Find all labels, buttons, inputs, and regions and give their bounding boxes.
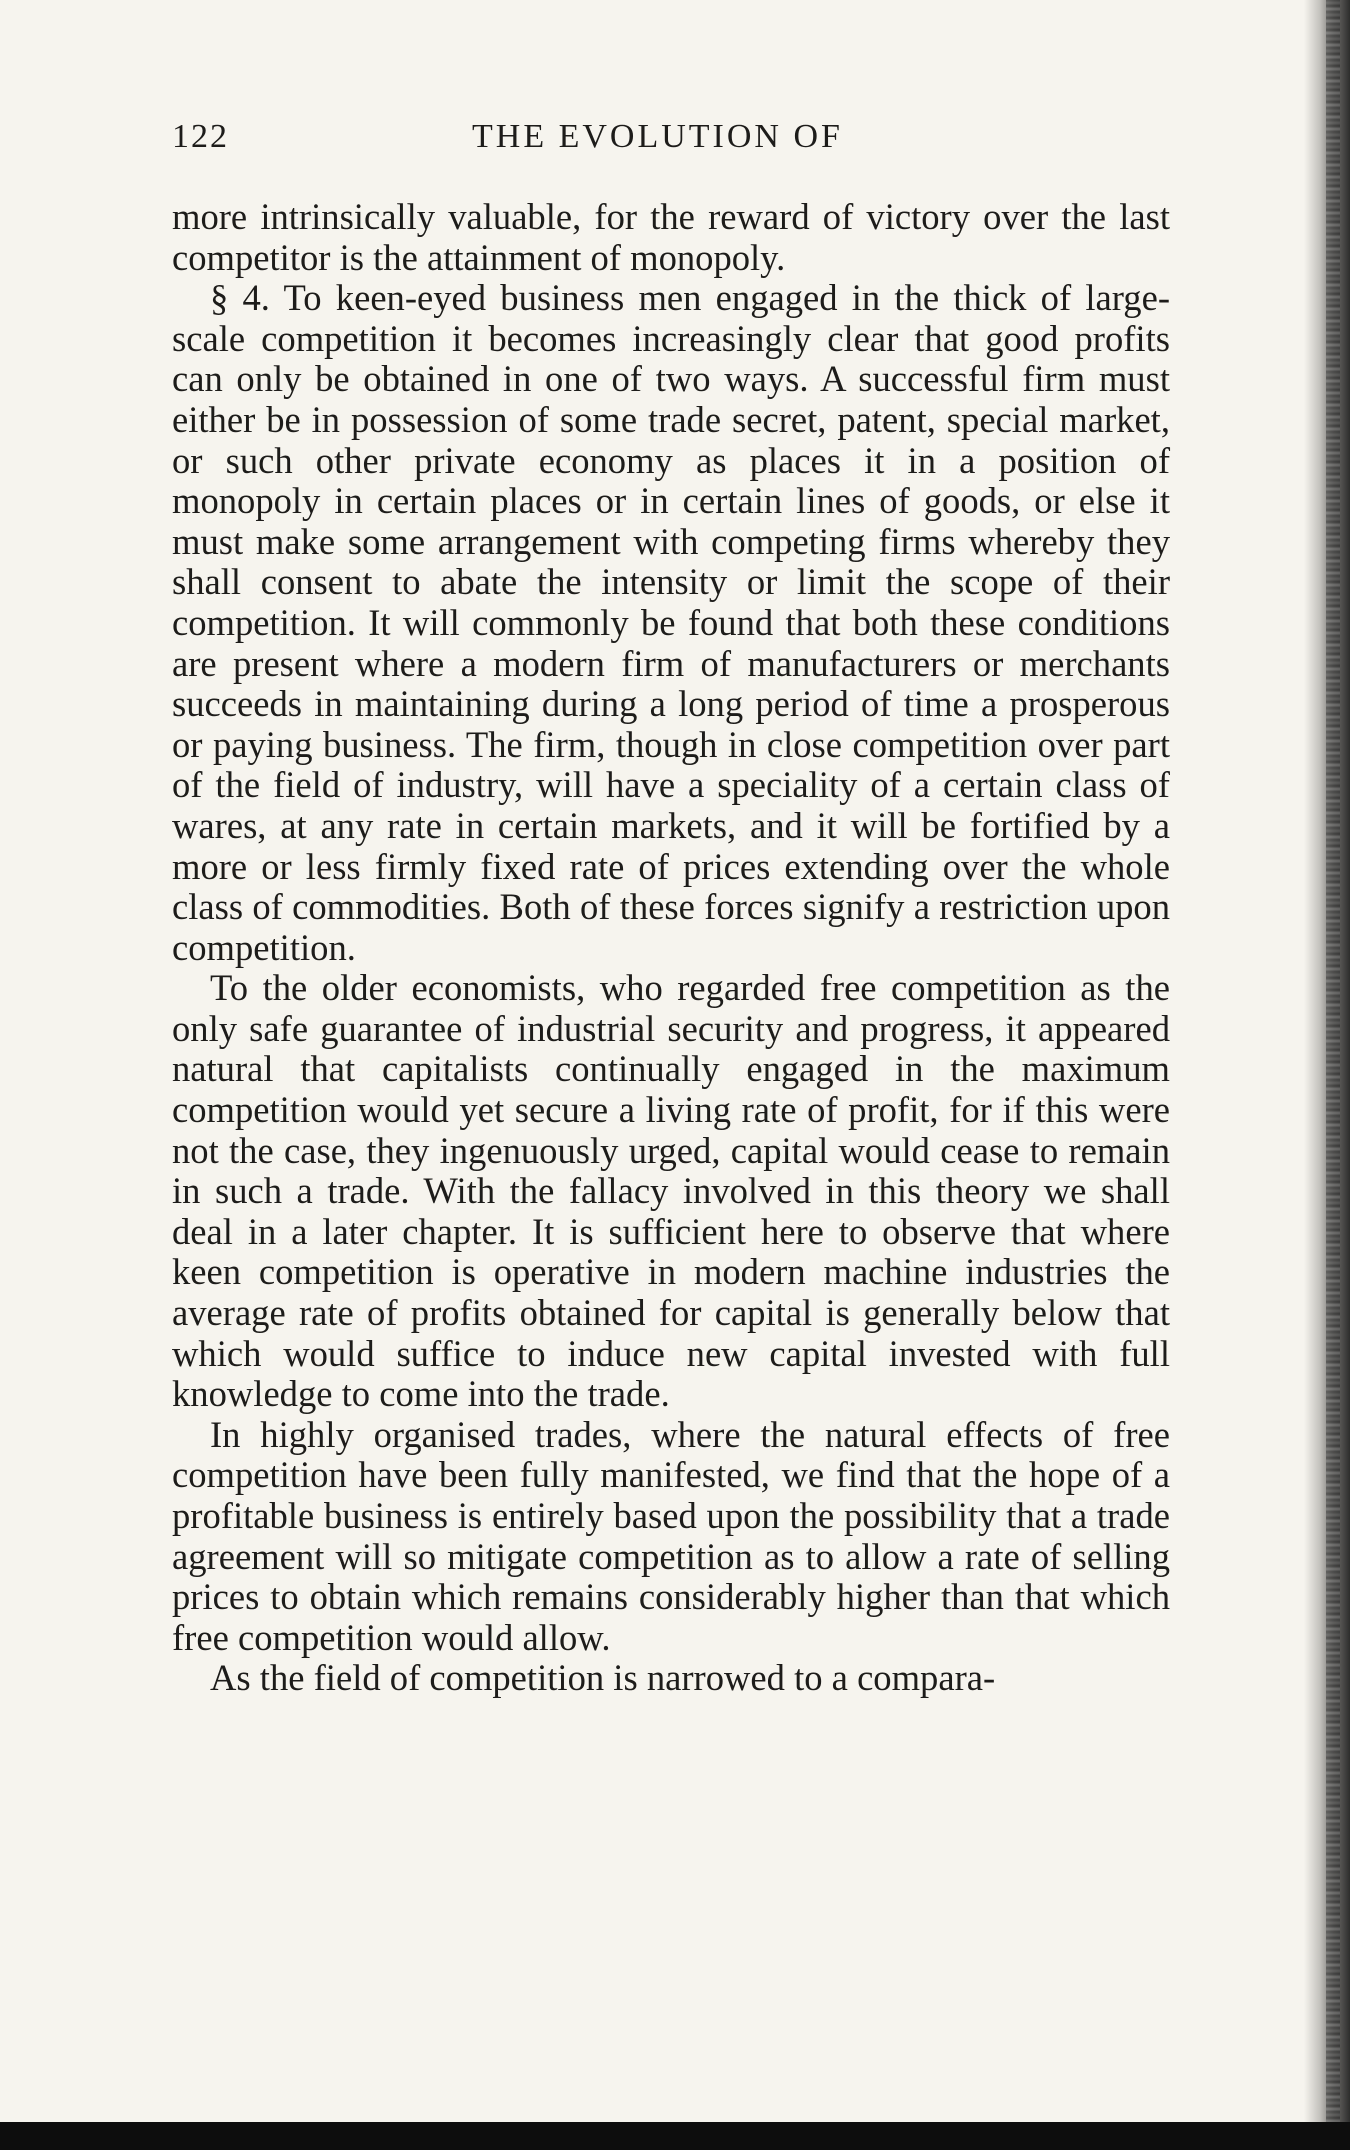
- binding-edge: [1326, 0, 1340, 2150]
- page-header: [172, 118, 1172, 168]
- paragraph-continued: more intrinsically valuable, for the reward of victory over the last competitor is the attainment of monopoly.: [172, 196, 1170, 278]
- paragraph-section-4: § 4. To keen-eyed business men engaged in the thick of large-scale competition it becomes increasingly clear that good profits can only be obtained in one of two ways. A successful firm must either be in possession of some trade secret, patent, special market, or such other private economy as places it in a position of monopoly in certain places or in certain lines of goods, or else it must make some arrangement with competing firms whereby they shall consent to abate the intensity or limit the scope of their competition. It will commonly be found that both these conditions are present where a modern firm of manufacturers or merchants succeeds in maintaining during a long period of time a prosperous or paying business. The firm, though in close competition over part of the field of industry, will have a speciality of a certain class of wares, at any rate in certain markets, and it will be fortified by a more or less firmly fixed rate of prices extending over the whole class of commodities. Both of these forces signify a restriction upon competition.: [172, 277, 1170, 968]
- body-text: [172, 197, 1170, 1699]
- running-title: THE EVOLUTION OF: [472, 118, 843, 155]
- paragraph-field-narrowed: As the field of competition is narrowed to a compara-: [210, 1657, 996, 1699]
- paragraph-organised-trades: In highly organised trades, where the natural effects of free competition have been fully manifested, we find that the hope of a profitable business is entirely based upon the possibility that a trade agreement will so mitigate competition as to allow a rate of selling prices to obtain which remains considerably higher than that which free competition would allow.: [172, 1413, 1170, 1658]
- paragraph-older-economists: To the older economists, who regarded free competition as the only safe guarantee of industrial security and progress, it appeared natural that capitalists continually engaged in the maximum competition would yet secure a living rate of profit, for if this were not the case, they ingenuously urged, capital would cease to remain in such a trade. With the fallacy involved in this theory we shall deal in a later chapter. It is sufficient here to observe that where keen competition is operative in modern machine industries the average rate of profits obtained for capital is generally below that which would suffice to induce new capital invested with full knowledge to come into the trade.: [172, 967, 1170, 1415]
- scan-bottom-edge: [0, 2122, 1350, 2150]
- page-number: 122: [172, 118, 229, 155]
